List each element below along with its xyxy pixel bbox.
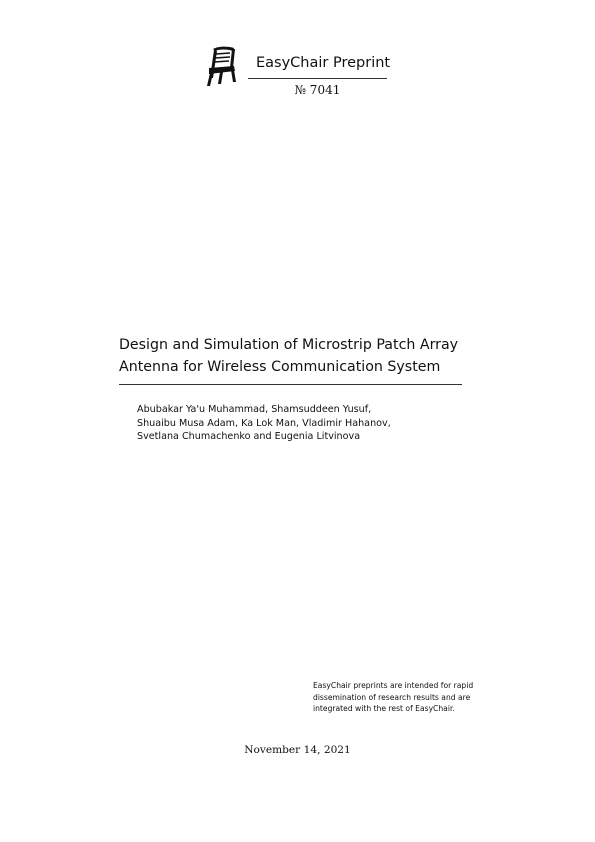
paper-title-line: Antenna for Wireless Communication System [119,359,441,375]
brand-title: EasyChair Preprint [256,55,391,71]
authors [137,403,457,444]
easychair-chair-icon [204,44,238,88]
brand-rule [248,78,387,79]
author-line: Svetlana Chumachenko and Eugenia Litvinova [137,431,361,442]
paper-title-line: Design and Simulation of Microstrip Patch Array [119,337,459,353]
notice-line: dissemination of research results and are [313,692,471,702]
title-rule [119,384,462,385]
logo [204,44,238,88]
publication-date: November 14, 2021 [244,744,351,756]
preprint-number: № 7041 [294,83,341,97]
author-line: Abubakar Ya'u Muhammad, Shamsuddeen Yusuf, [137,404,372,415]
paper-title [119,334,479,378]
notice-line: integrated with the rest of EasyChair. [313,704,455,713]
notice-line: EasyChair preprints are intended for rapid [313,681,474,690]
preprint-notice [313,680,513,715]
author-line: Shuaibu Musa Adam, Ka Lok Man, Vladimir Hahanov, [137,417,391,429]
